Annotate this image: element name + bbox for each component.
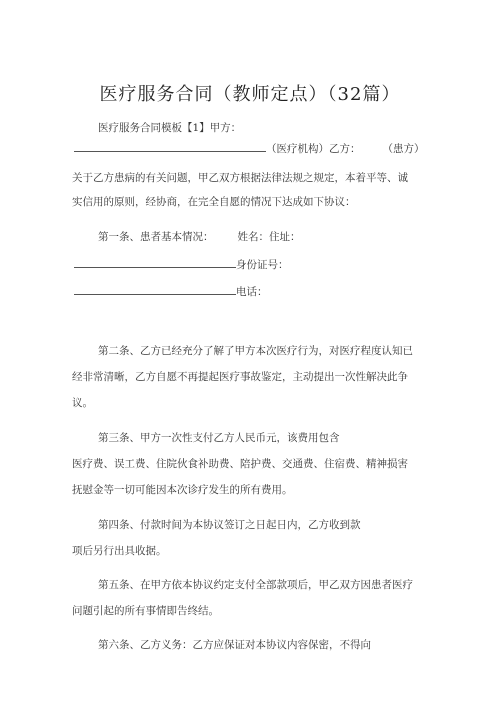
- article3-line-2: 医疗费、误工费、住院伙食补助费、陪护费、交通费、住宿费、精神损害: [72, 458, 408, 470]
- article5-line-2: 问题引起的所有事情即告终结。: [72, 605, 219, 617]
- article2-line-2: 经非常清晰，乙方自愿不再提起医疗事故鉴定，主动提出一次性解决此争: [72, 371, 408, 383]
- article1-line: [98, 229, 301, 244]
- hospital-name-blank: [74, 140, 266, 152]
- article2-line-1: 第二条、乙方已经充分了解了甲方本次医疗行为，对医疗程度认知已: [98, 345, 413, 357]
- article2-line-3: 议。: [72, 397, 93, 409]
- article4-line-2: 项后另行出具收据。: [72, 545, 167, 557]
- article5-line-1: 第五条、在甲方依本协议约定支付全部款项后，甲乙双方因患者医疗: [98, 579, 413, 591]
- article6-line-1: 第六条、乙方义务：乙方应保证对本协议内容保密，不得向: [98, 639, 371, 651]
- patient-suffix: （患方）: [382, 143, 425, 155]
- phone-line: [74, 283, 268, 299]
- org-suffix: （医疗机构）乙方：: [266, 143, 361, 155]
- article1-heading: 第一条、患者基本情况：: [98, 231, 214, 243]
- phone-blank: [74, 283, 236, 295]
- id-label: 身份证号：: [236, 259, 289, 271]
- article3-line-3: 抚慰金等一切可能因本次诊疗发生的所有费用。: [72, 484, 293, 496]
- id-number-blank: [74, 256, 236, 268]
- article3-line-1: 第三条、甲方一次性支付乙方人民币元，该费用包含: [98, 432, 340, 444]
- preamble-line-2: 实信用的原则，经协商，在完全自愿的情况下达成如下协议：: [72, 196, 356, 208]
- document-title: 医疗服务合同（教师定点）（32篇）: [99, 84, 401, 105]
- id-number-line: [74, 256, 289, 272]
- phone-label: 电话：: [236, 286, 268, 298]
- party-line: [74, 140, 425, 156]
- article1-fields: 姓名：住址：: [237, 231, 301, 243]
- preamble-line-1: 关于乙方患病的有关问题，甲乙双方根据法律法规之规定，本着平等、诚: [72, 172, 408, 184]
- intro-line: 医疗服务合同模板【1】甲方：: [98, 122, 242, 134]
- article4-line-1: 第四条、付款时间为本协议签订之日起日内，乙方收到款: [98, 519, 361, 531]
